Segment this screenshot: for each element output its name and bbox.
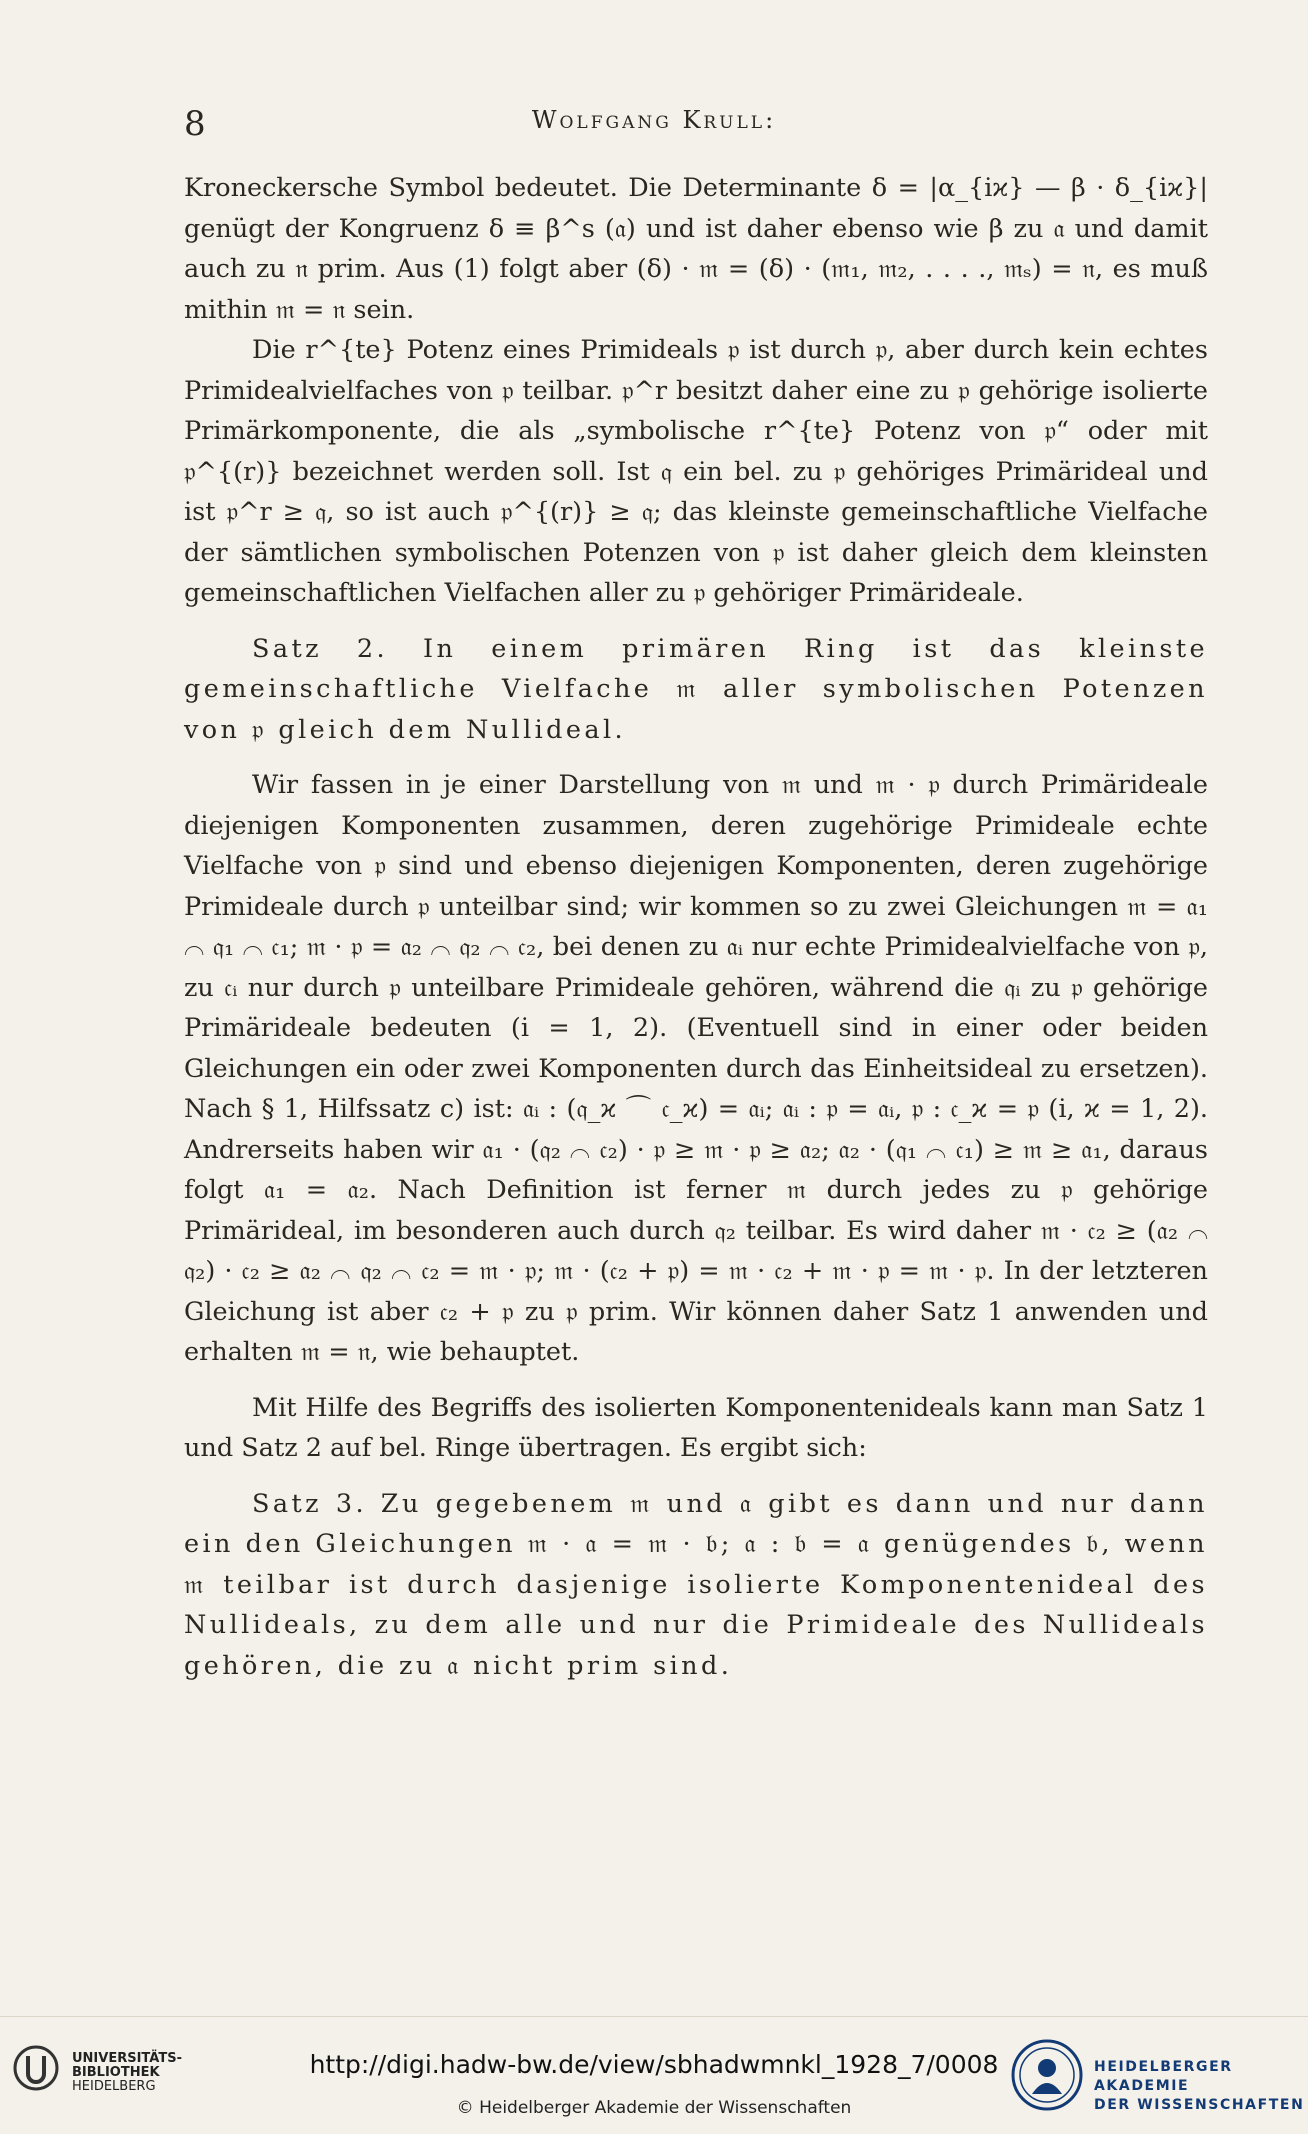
academy-seal-icon	[1010, 2038, 1084, 2112]
running-head: Wolfgang Krull:	[531, 106, 777, 134]
page-number: 8	[184, 104, 206, 144]
academy-name: HEIDELBERGER AKADEMIE DER WISSENSCHAFTEN	[1094, 2059, 1305, 2113]
paragraph-2: Die r^{te} Potenz eines Primideals 𝔭 ist durch 𝔭, aber durch kein echtes Primidealvielfaches von 𝔭 teilbar. 𝔭^r besitzt daher eine zu 𝔭 gehörige isolierte Primärkomponente, die als „symbolische r^{te} Potenz von 𝔭“ oder mit 𝔭^{(r)} bezeichnet werden soll. Ist 𝔮 ein bel. zu 𝔭 gehöriges Primärideal und ist 𝔭^r ≥ 𝔮, so ist auch 𝔭^{(r)} ≥ 𝔮; das kleinste gemeinschaftliche Vielfache der sämtlichen symbolischen Potenzen von 𝔭 ist daher gleich dem kleinsten gemeinschaftlichen Vielfachen aller zu 𝔭 gehöriger Primärideale.	[184, 335, 1208, 608]
source-url-link[interactable]: http://digi.hadw-bw.de/view/sbhadwmnkl_1928_7/0008	[309, 2050, 999, 2079]
copyright-notice: © Heidelberger Akademie der Wissenschaften	[456, 2098, 852, 2118]
footer-divider	[0, 2016, 1308, 2017]
body-text	[184, 168, 1208, 1686]
satz-2: Satz 2. In einem primären Ring ist das kleinste gemeinschaftliche Vielfache 𝔪 aller symbolischen Potenzen von 𝔭 gleich dem Nullideal.	[184, 633, 1208, 745]
paragraph-proof: Wir fassen in je einer Darstellung von 𝔪 und 𝔪 · 𝔭 durch Primärideale diejenigen Komponenten zusammen, deren zugehörige Primideale echte Vielfache von 𝔭 sind und ebenso diejenigen Komponenten, deren zugehörige Primideale durch 𝔭 unteilbar sind; wir kommen so zu zwei Gleichungen 𝔪 = 𝔞₁ ⌒ 𝔮₁ ⌒ 𝔠₁; 𝔪 · 𝔭 = 𝔞₂ ⌒ 𝔮₂ ⌒ 𝔠₂, bei denen zu 𝔞ᵢ nur echte Primidealvielfache von 𝔭, zu 𝔠ᵢ nur durch 𝔭 unteilbare Primideale gehören, während die 𝔮ᵢ zu 𝔭 gehörige Primärideale bedeuten (i = 1, 2). (Eventuell sind in einer oder beiden Gleichungen ein oder zwei Komponenten durch das Einheitsideal zu ersetzen). Nach § 1, Hilfssatz c) ist: 𝔞ᵢ : (𝔮_ϰ ⌒ 𝔠_ϰ) = 𝔞ᵢ; 𝔞ᵢ : 𝔭 = 𝔞ᵢ, 𝔭 : 𝔠_ϰ = 𝔭 (i, ϰ = 1, 2). Andrerseits haben wir 𝔞₁ · (𝔮₂ ⌒ 𝔠₂) · 𝔭 ≥ 𝔪 · 𝔭 ≥ 𝔞₂; 𝔞₂ · (𝔮₁ ⌒ 𝔠₁) ≥ 𝔪 ≥ 𝔞₁, daraus folgt 𝔞₁ = 𝔞₂. Nach Definition ist ferner 𝔪 durch jedes zu 𝔭 gehörige Primärideal, im besonderen auch durch 𝔮₂ teilbar. Es wird daher 𝔪 · 𝔠₂ ≥ (𝔞₂ ⌒ 𝔮₂) · 𝔠₂ ≥ 𝔞₂ ⌒ 𝔮₂ ⌒ 𝔠₂ = 𝔪 · 𝔭; 𝔪 · (𝔠₂ + 𝔭) = 𝔪 · 𝔠₂ + 𝔪 · 𝔭 = 𝔪 · 𝔭. In der letzteren Gleichung ist aber 𝔠₂ + 𝔭 zu 𝔭 prim. Wir können daher Satz 1 anwenden und erhalten 𝔪 = 𝔫, wie behauptet.	[184, 770, 1208, 1367]
paragraph-transition: Mit Hilfe des Begriffs des isolierten Komponentenideals kann man Satz 1 und Satz 2 auf bel. Ringe übertragen. Es ergibt sich:	[184, 1392, 1208, 1463]
satz-3: Satz 3. Zu gegebenem 𝔪 und 𝔞 gibt es dann und nur dann ein den Gleichungen 𝔪 · 𝔞 = 𝔪 · 𝔟; 𝔞 : 𝔟 = 𝔞 genügendes 𝔟, wenn 𝔪 teilbar ist durch dasjenige isolierte Komponentenideal des Nullideals, zu dem alle und nur die Primideale des Nullideals gehören, die zu 𝔞 nicht prim sind.	[184, 1488, 1208, 1681]
paragraph-1: Kroneckersche Symbol bedeutet. Die Determinante δ = |α_{iϰ} — β · δ_{iϰ}| genügt der Kongruenz δ ≡ β^s (𝔞) und ist daher ebenso wie β zu 𝔞 und damit auch zu 𝔫 prim. Aus (1) folgt aber (δ) · 𝔪 = (δ) · (𝔪₁, 𝔪₂, . . . ., 𝔪ₛ) = 𝔫, es muß mithin 𝔪 = 𝔫 sein.	[184, 173, 1208, 325]
library-name: UNIVERSITÄTS- BIBLIOTHEK HEIDELBERG	[72, 2051, 182, 2094]
footer	[0, 2030, 1308, 2134]
